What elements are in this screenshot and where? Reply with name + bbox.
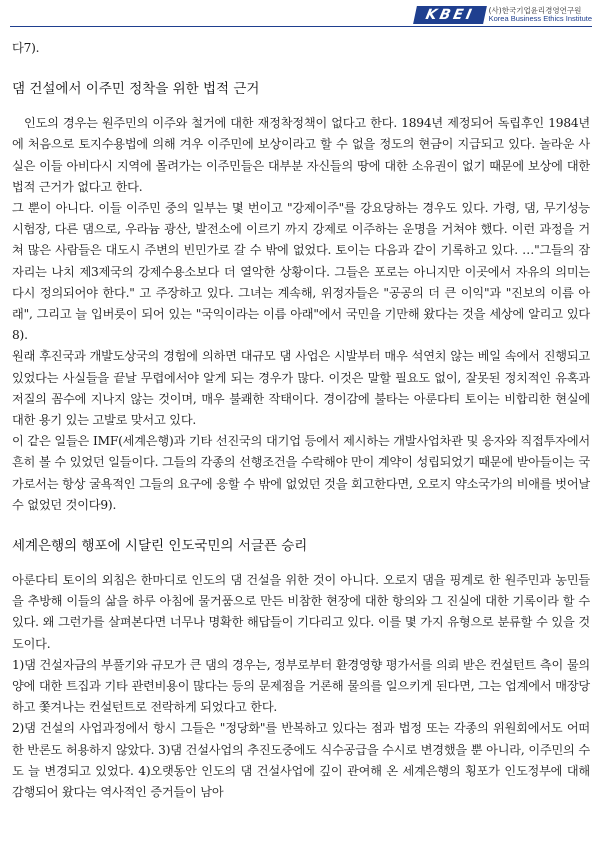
header-divider xyxy=(10,26,592,27)
section-1-paragraph: 인도의 경우는 원주민의 이주와 철거에 대한 재정착정책이 없다고 한다. 1894년 제정되어 독립후인 1984년에 처음으로 토지수용법에 의해 겨우 이주민에 보상이라고 할 수 없을 정도의 현금이 지급되고 있다. 놀라운 사실은 이들 아비다시 지역에 몰려가는 이주민들은 대부분 자신들의 땅에 대한 소유권이 없기 때문에 보상에 대한 법적 근거가 없다고 한다. xyxy=(12,116,590,194)
section-2-heading: 세계은행의 행포에 시달린 인도국민의 서글픈 승리 xyxy=(12,538,308,555)
intro-fragment: 다7). xyxy=(12,41,40,55)
org-name-korean: (사)한국기업윤리경영연구원 xyxy=(488,6,582,16)
section-1-paragraph: 이 같은 일들은 IMF(세계은행)과 기타 선진국의 대기업 등에서 제시하는 개발사업차관 및 응자와 직접투자에서 흔히 볼 수 있었던 일들이다. 그들의 각종의 선행조건을 수락해야 만이 계약이 성립되었기 때문에 받아들이는 국가로서는 항상 굴욕적인 그들의 요구에 응할 수 밖에 없었던 것을 회고한다면, 오로지 약소국가의 비애를 벗어날 수 없었던 것이다9). xyxy=(12,434,590,512)
document-body xyxy=(12,38,590,803)
org-name-block xyxy=(489,7,592,23)
org-name-english: Korea Business Ethics Institute xyxy=(488,14,592,23)
section-1-paragraph: 원래 후진국과 개발도상국의 경험에 의하면 대규모 댐 사업은 시발부터 매우 석연치 않는 베일 속에서 진행되고 있었다는 사실들을 끝날 무렵에서야 알게 되는 경우가 많다. 이것은 말할 필요도 없이, 잘못된 정치적인 유혹과 저질의 꼼수에 지나지 않는 것이며, 매우 불쾌한 작태이다. 경이감에 불타는 아룬다티 토이는 비합리한 현실에 대한 용기 있는 고발로 맞서고 있다. xyxy=(12,349,590,428)
section-1-paragraph: 그 뿐이 아니다. 이들 이주민 중의 일부는 몇 번이고 "강제이주"를 강요당하는 경우도 있다. 가령, 댐, 무기성능 시험장, 다른 댐으로, 우라늄 광산, 발전소에 이르기 까지 강제로 이주하는 운명을 거쳐야 했다. 이런 과정을 거쳐 많은 사람들은 대도시 주변의 빈민가로 갈 수 밖에 없었다. 토이는 다음과 같이 기록하고 있다. …"그들의 잠자리는 나치 제3제국의 강제수용소보다 더 열악한 상황이다. 그들은 포로는 아니지만 이곳에서 자유의 의미는 다시 정의되어야 한다." 고 주장하고 있다. 그녀는 계속해, 위정자들은 "공공의 더 큰 이익"과 "진보의 이름 아래", 그리고 늘 입버릇이 되어 있는 "국익이라는 이름 아래"에서 국민을 기만해 왔다는 것을 세상에 알리고 있다8). xyxy=(12,201,590,343)
section-2-paragraph: 1)댐 건설자금의 부풀기와 규모가 큰 댐의 경우는, 정부로부터 환경영향 평가서를 의뢰 받은 컨설턴트 측이 물의 양에 대한 트집과 기타 관련비용이 많다는 등의 문제점을 거론해 물의를 일으키게 된다면, 그는 업계에서 매장당하고 쫓겨나는 컨설턴트로 전락하게 되었다고 한다. xyxy=(12,657,590,715)
section-2-paragraph: 2)댐 건설의 사업과정에서 항시 그들은 "정당화"를 반복하고 있다는 점과 법정 또는 각종의 위원회에서도 어떠한 반론도 허용하지 않았다. 3)댐 건설사업의 추진도중에도 식수공급을 수시로 변경했을 뿐 아니라, 이주민의 수도 늘 변경되고 있었다. 4)오랫동안 인도의 댐 건설사업에 깊이 관여해 온 세계은행의 횡포가 인도정부에 대해 감행되어 왔다는 역사적인 증거들이 남아 xyxy=(12,721,590,800)
section-1-heading: 댐 건설에서 이주민 정착을 위한 법적 근거 xyxy=(12,81,260,98)
kbei-logo: KBEI xyxy=(413,6,487,24)
section-2-paragraph: 아룬다티 토이의 외침은 한마디로 인도의 댐 건설을 위한 것이 아니다. 오로지 댐을 핑계로 한 원주민과 농민들을 추방해 이들의 삶을 하루 아침에 물거품으로 만든 비참한 현장에 대한 항의와 그 진실에 대한 기록이라 할 수 있다. 왜 그런가를 살펴본다면 너무나 명확한 해답들이 기다리고 있다. 이를 몇 가지 유형으로 분류할 수 있을 것도이다. xyxy=(12,573,590,651)
page-header xyxy=(415,6,592,24)
